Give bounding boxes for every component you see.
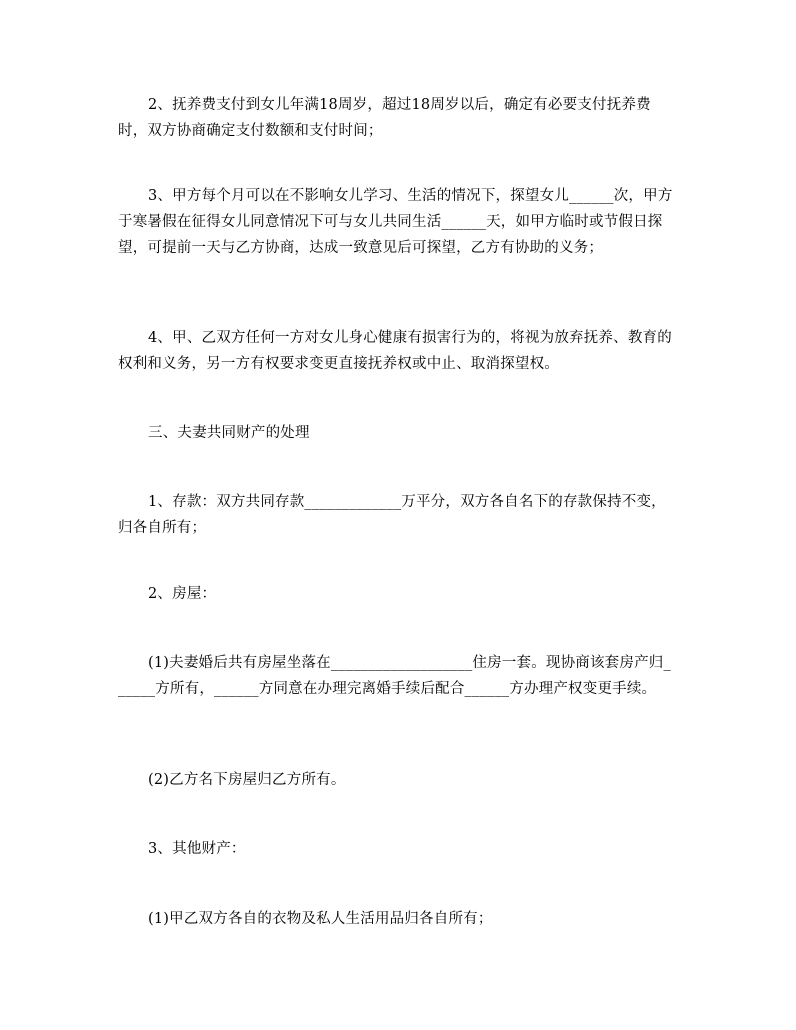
paragraph-savings: 1、存款：双方共同存款_____________万平分，双方各自名下的存款保持不变，归各自所有； <box>118 494 666 536</box>
paragraph-other-property-heading: 3、其他财产： <box>148 841 246 857</box>
paragraph-visitation: 3、甲方每个月可以在不影响女儿学习、生活的情况下，探望女儿______次，甲方于寒暑假在征得女儿同意情况下可与女儿共同生活______天，如甲方临时或节假日探望，可提前一天与乙方协商，达成一致意见后可探望，乙方有协助的义务； <box>118 188 673 256</box>
paragraph-child-support-term: 2、抚养费支付到女儿年满18周岁，超过18周岁以后，确定有必要支付抚养费时，双方协商确定支付数额和支付时间； <box>118 97 651 139</box>
paragraph-harm-clause: 4、甲、乙双方任何一方对女儿身心健康有损害行为的，将视为放弃抚养、教育的权利和义务，另一方有权要求变更直接抚养权或中止、取消探望权。 <box>118 330 672 372</box>
paragraph-personal-items: (1)甲乙双方各自的衣物及私人生活用品归各自所有； <box>148 911 493 927</box>
paragraph-housing-heading: 2、房屋： <box>148 586 217 602</box>
section-heading-property: 三、夫妻共同财产的处理 <box>148 425 310 441</box>
paragraph-housing-joint: (1)夫妻婚后共有房屋坐落在___________________住房一套。现协商该套房产归______方所有，______方同意在办理完离婚手续后配合______方办理产权变更手续。 <box>118 655 671 697</box>
paragraph-housing-party-b: (2)乙方名下房屋归乙方所有。 <box>148 772 346 788</box>
